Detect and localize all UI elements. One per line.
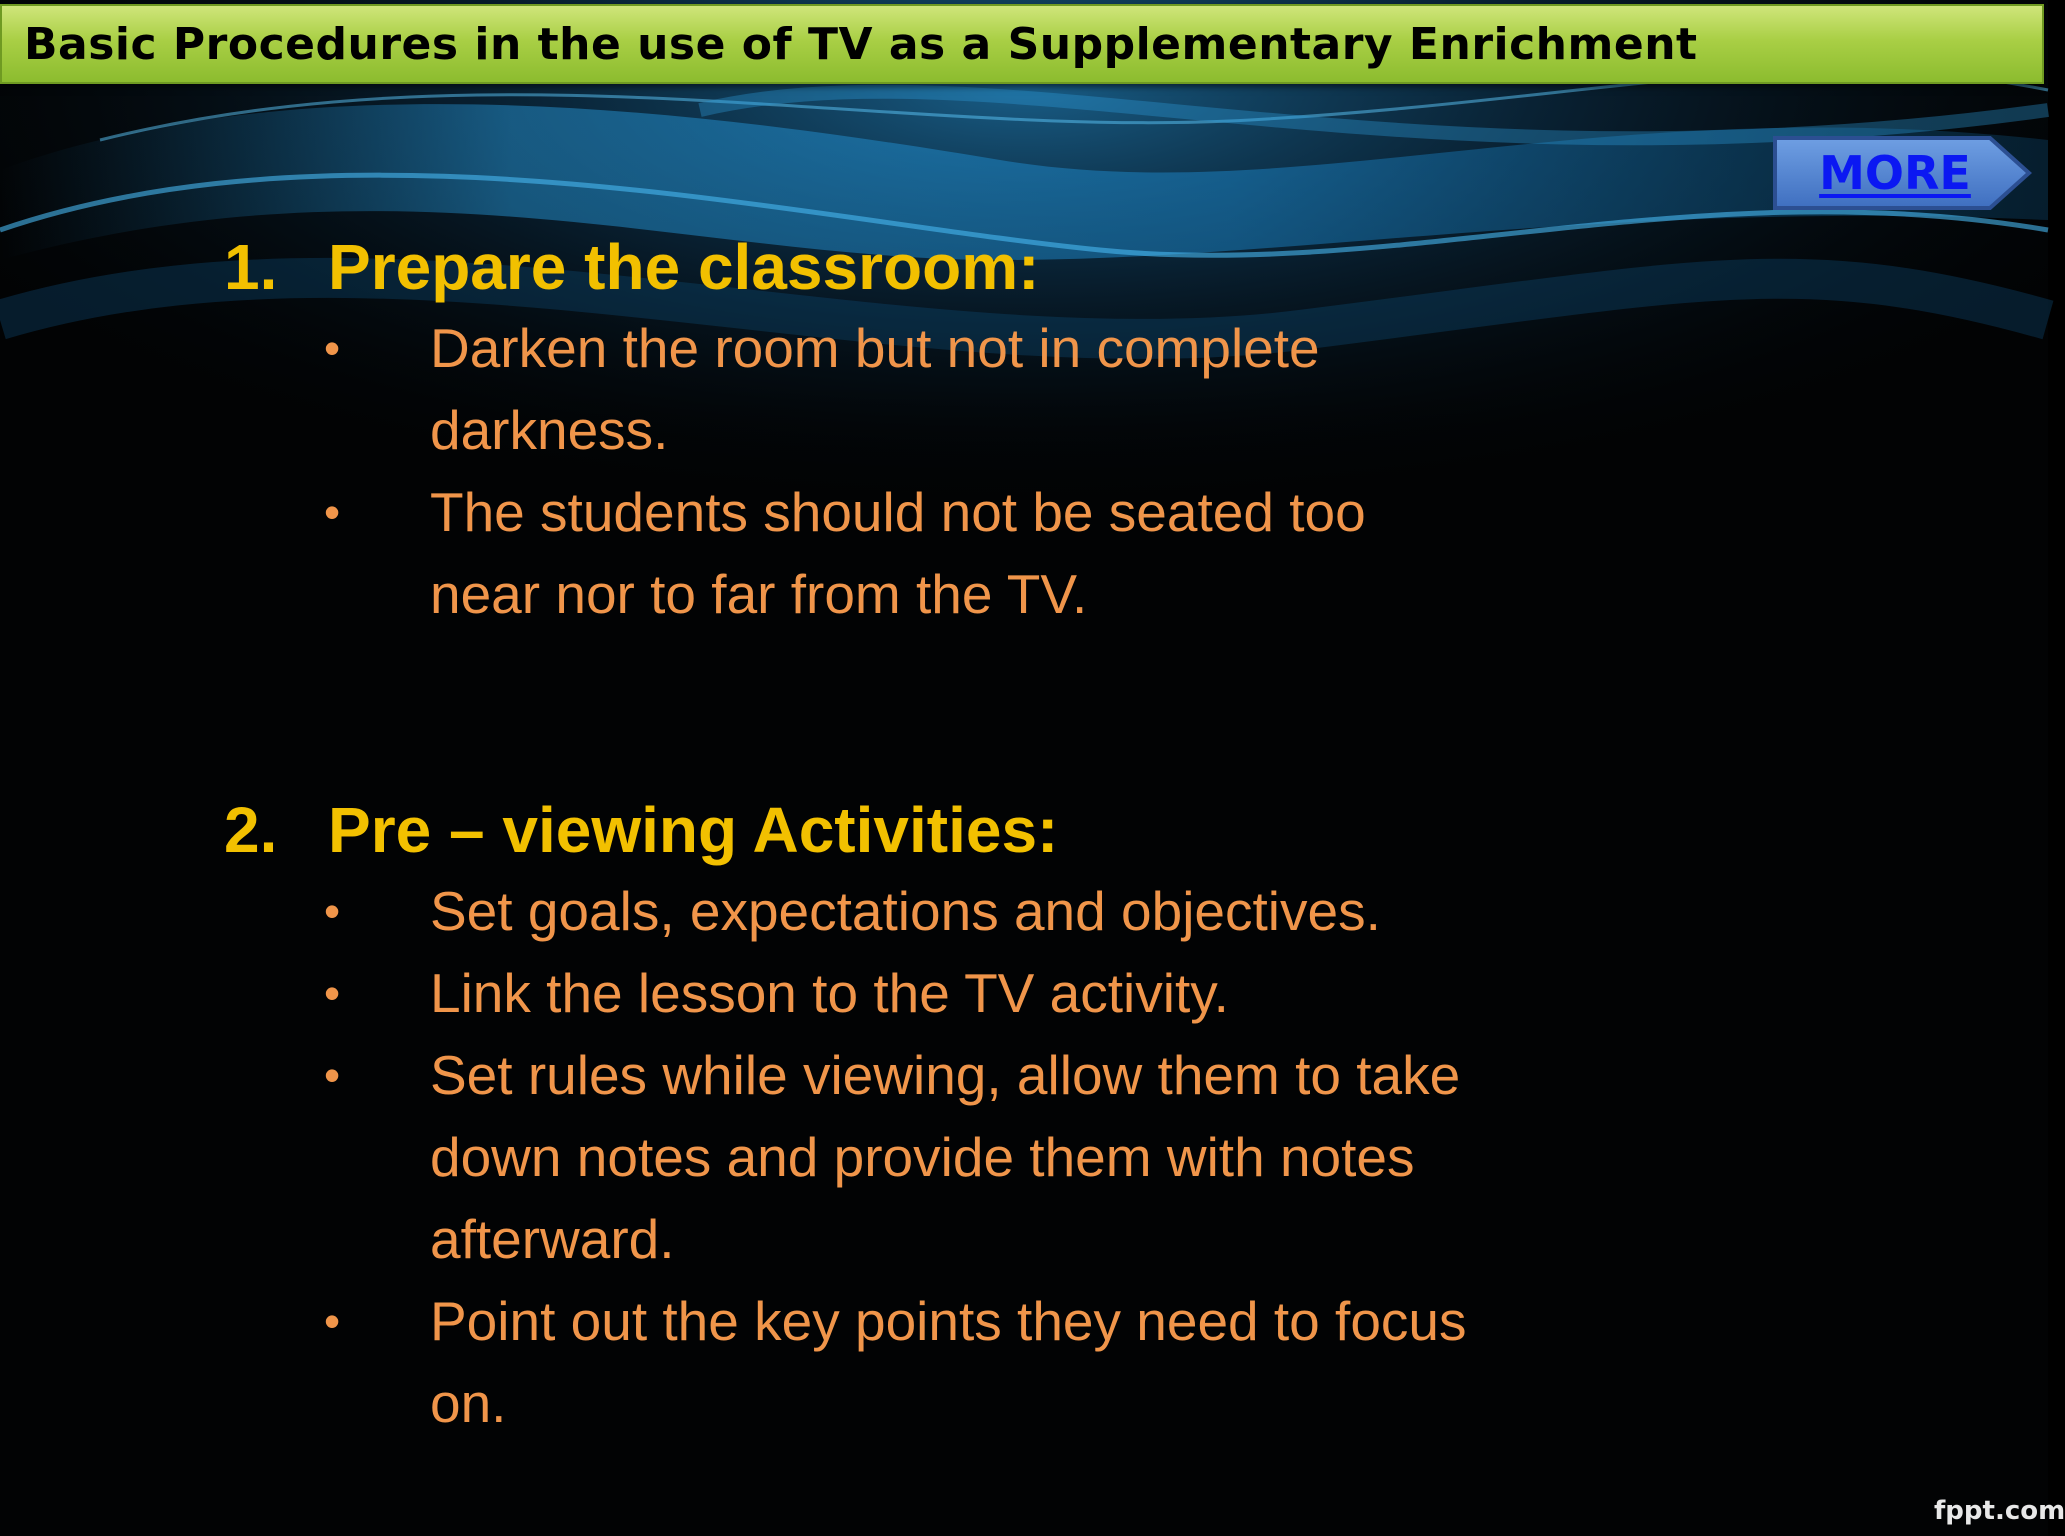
bullet-dot-icon: • (324, 1295, 341, 1347)
title-bar (0, 4, 2044, 84)
list-item (224, 1280, 1824, 1444)
bullet-dot-icon: • (324, 1049, 341, 1101)
section-number: 1. (224, 231, 278, 303)
more-button-label[interactable]: MORE (1819, 146, 1971, 200)
section-heading (224, 789, 1824, 871)
bullet-text: Set rules while viewing, allow them to take down notes and provide them with notes afterward. (430, 1044, 1461, 1270)
section-number: 2. (224, 794, 278, 866)
bullet-list (224, 307, 1824, 635)
list-item (224, 952, 1824, 1034)
bullet-text: Link the lesson to the TV activity. (430, 962, 1229, 1024)
bullet-dot-icon: • (324, 486, 341, 538)
watermark: fppt.com (1934, 1496, 2065, 1526)
list-item (224, 307, 1824, 471)
section-heading-text: Pre – viewing Activities: (328, 794, 1059, 866)
section-pre-viewing-activities (224, 789, 1824, 1444)
section-heading-text: Prepare the classroom: (328, 231, 1040, 303)
bullet-list (224, 870, 1824, 1444)
bullet-text: Darken the room but not in complete darkness. (430, 317, 1320, 461)
more-button[interactable] (1772, 135, 2032, 211)
section-prepare-classroom (224, 226, 1824, 635)
section-heading (224, 226, 1824, 308)
list-item (224, 1034, 1824, 1280)
slide-title: Basic Procedures in the use of TV as a Supplementary Enrichment (24, 18, 1698, 70)
bullet-dot-icon: • (324, 885, 341, 937)
bullet-dot-icon: • (324, 967, 341, 1019)
bullet-dot-icon: • (324, 322, 341, 374)
list-item (224, 870, 1824, 952)
bullet-text: Set goals, expectations and objectives. (430, 880, 1381, 942)
list-item (224, 471, 1824, 635)
bullet-text: Point out the key points they need to focus on. (430, 1290, 1467, 1434)
bullet-text: The students should not be seated too near nor to far from the TV. (430, 481, 1366, 625)
